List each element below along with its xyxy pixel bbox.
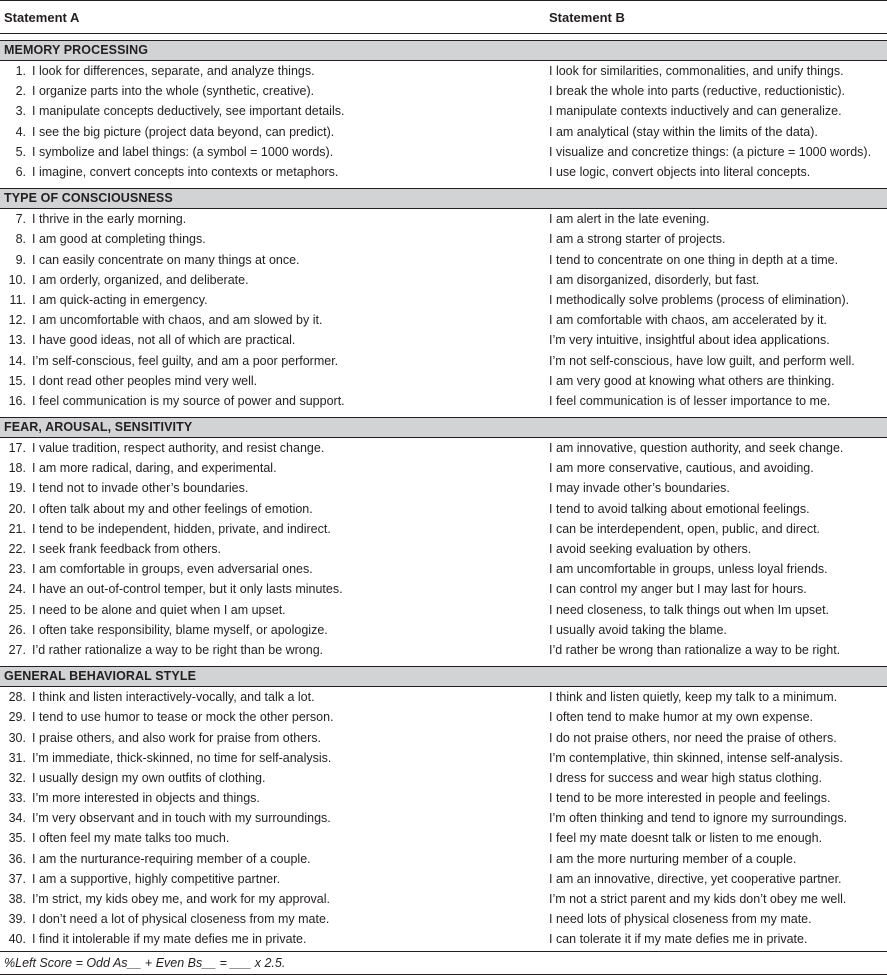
item-number: 33. bbox=[8, 791, 26, 806]
item-number: 17. bbox=[8, 441, 26, 456]
statement-a-text: I tend to be independent, hidden, private, and indirect. bbox=[32, 521, 331, 536]
statement-a-text: I dont read other peoples mind very well. bbox=[32, 373, 258, 388]
table-row bbox=[0, 162, 887, 182]
statement-a-text: I look for differences, separate, and analyze things. bbox=[32, 64, 315, 79]
table-row bbox=[0, 371, 887, 391]
statement-b-text: I often tend to make humor at my own expense. bbox=[549, 710, 814, 725]
item-number: 24. bbox=[8, 582, 26, 597]
item-number: 18. bbox=[8, 461, 26, 476]
statement-b-text: I feel communication is of lesser importance to me. bbox=[549, 393, 831, 408]
statement-b-text: I dress for success and wear high status clothing. bbox=[549, 770, 823, 785]
table-row bbox=[0, 929, 887, 949]
statement-a-text: I tend to use humor to tease or mock the other person. bbox=[32, 710, 334, 725]
item-number: 35. bbox=[8, 831, 26, 846]
statement-a-text: I have an out-of-control temper, but it only lasts minutes. bbox=[32, 582, 343, 597]
table-row bbox=[0, 229, 887, 249]
statement-a-text: I thrive in the early morning. bbox=[32, 212, 187, 227]
item-number: 39. bbox=[8, 912, 26, 927]
statement-a-text: I am more radical, daring, and experimental. bbox=[32, 461, 277, 476]
statement-b-text: I am a strong starter of projects. bbox=[549, 232, 726, 247]
statement-b-text: I break the whole into parts (reductive, reductionistic). bbox=[549, 84, 845, 99]
table-row bbox=[0, 640, 887, 660]
table-row bbox=[0, 61, 887, 81]
statement-b-text: I’m not self-conscious, have low guilt, and perform well. bbox=[549, 353, 855, 368]
statement-a-text: I imagine, convert concepts into contexts or metaphors. bbox=[32, 165, 339, 180]
item-number: 22. bbox=[8, 542, 26, 557]
statement-b-text: I am more conservative, cautious, and avoiding. bbox=[549, 461, 814, 476]
statement-b-text: I need lots of physical closeness from my mate. bbox=[549, 912, 812, 927]
item-number: 11. bbox=[9, 292, 26, 307]
statement-b-text: I manipulate contexts inductively and can generalize. bbox=[549, 104, 842, 119]
statement-a-text: I find it intolerable if my mate defies me in private. bbox=[32, 932, 307, 947]
item-number: 8. bbox=[15, 232, 26, 247]
statement-b-text: I tend to avoid talking about emotional feelings. bbox=[549, 501, 810, 516]
statement-b-text: I am analytical (stay within the limits of the data). bbox=[549, 124, 818, 139]
statement-b-text: I’m very intuitive, insightful about idea applications. bbox=[549, 333, 830, 348]
table-row bbox=[0, 499, 887, 519]
statement-a-text: I organize parts into the whole (synthetic, creative). bbox=[32, 84, 315, 99]
item-number: 6. bbox=[15, 165, 26, 180]
statement-a-text: I am quick-acting in emergency. bbox=[32, 292, 208, 307]
item-number: 31. bbox=[8, 750, 26, 765]
table-row bbox=[0, 209, 887, 229]
item-number: 4. bbox=[15, 124, 26, 139]
statement-b-text: I look for similarities, commonalities, and unify things. bbox=[549, 64, 844, 79]
statement-b-text: I can tolerate it if my mate defies me in private. bbox=[549, 932, 808, 947]
table-row bbox=[0, 707, 887, 727]
table-row bbox=[0, 849, 887, 869]
item-number: 13. bbox=[8, 333, 26, 348]
table-row bbox=[0, 687, 887, 707]
item-number: 36. bbox=[8, 851, 26, 866]
statement-a-text: I usually design my own outfits of clothing. bbox=[32, 770, 266, 785]
item-number: 9. bbox=[15, 252, 26, 267]
table-body bbox=[0, 40, 887, 950]
item-number: 15. bbox=[8, 373, 26, 388]
table-row bbox=[0, 330, 887, 350]
statement-a-text: I’d rather rationalize a way to be right than be wrong. bbox=[32, 642, 324, 657]
item-number: 38. bbox=[8, 892, 26, 907]
statement-a-text: I need to be alone and quiet when I am upset. bbox=[32, 602, 286, 617]
item-number: 40. bbox=[8, 932, 26, 947]
table-row bbox=[0, 122, 887, 142]
table-row bbox=[0, 270, 887, 290]
item-number: 34. bbox=[8, 811, 26, 826]
statement-a-text: I manipulate concepts deductively, see important details. bbox=[32, 104, 345, 119]
statement-a-text: I’m self-conscious, feel guilty, and am a poor performer. bbox=[32, 353, 339, 368]
table-row bbox=[0, 600, 887, 620]
statement-a-text: I praise others, and also work for praise from others. bbox=[32, 730, 322, 745]
table-row bbox=[0, 869, 887, 889]
bottom-rule bbox=[0, 974, 887, 975]
table-row bbox=[0, 909, 887, 929]
header-statement-b: Statement B bbox=[549, 9, 625, 25]
table-header bbox=[0, 1, 887, 34]
footer-rule bbox=[0, 951, 887, 952]
table-row bbox=[0, 458, 887, 478]
statement-a-text: I symbolize and label things: (a symbol = 1000 words). bbox=[32, 144, 334, 159]
statement-a-text: I often talk about my and other feelings of emotion. bbox=[32, 501, 313, 516]
item-number: 12. bbox=[8, 313, 26, 328]
statement-b-text: I need closeness, to talk things out when Im upset. bbox=[549, 602, 830, 617]
table-row bbox=[0, 478, 887, 498]
table-row bbox=[0, 391, 887, 411]
statement-b-text: I methodically solve problems (process of elimination). bbox=[549, 292, 850, 307]
statement-a-text: I think and listen interactively-vocally, and talk a lot. bbox=[32, 690, 315, 705]
statement-a-text: I am a supportive, highly competitive partner. bbox=[32, 871, 281, 886]
statement-b-text: I am the more nurturing member of a couple. bbox=[549, 851, 797, 866]
table-row bbox=[0, 290, 887, 310]
statement-a-text: I’m very observant and in touch with my surroundings. bbox=[32, 811, 331, 826]
statement-a-text: I often feel my mate talks too much. bbox=[32, 831, 230, 846]
table-row bbox=[0, 828, 887, 848]
table-row bbox=[0, 310, 887, 330]
item-number: 21. bbox=[8, 521, 26, 536]
score-formula: %Left Score = Odd As__ + Even Bs__ = ___ x 2.5. bbox=[4, 955, 286, 970]
statement-b-text: I avoid seeking evaluation by others. bbox=[549, 542, 752, 557]
table-row bbox=[0, 727, 887, 747]
statement-b-text: I tend to be more interested in people and feelings. bbox=[549, 791, 831, 806]
item-number: 26. bbox=[8, 622, 26, 637]
item-number: 10. bbox=[8, 272, 26, 287]
statement-b-text: I am very good at knowing what others are thinking. bbox=[549, 373, 835, 388]
statement-a-text: I am good at completing things. bbox=[32, 232, 206, 247]
section-header: MEMORY PROCESSING bbox=[0, 40, 887, 61]
table-row bbox=[0, 539, 887, 559]
statement-a-text: I don’t need a lot of physical closeness from my mate. bbox=[32, 912, 330, 927]
statement-b-text: I visualize and concretize things: (a picture = 1000 words). bbox=[549, 144, 872, 159]
item-number: 14. bbox=[8, 353, 26, 368]
section-header: GENERAL BEHAVIORAL STYLE bbox=[0, 666, 887, 687]
statement-a-text: I have good ideas, not all of which are practical. bbox=[32, 333, 296, 348]
table-row bbox=[0, 579, 887, 599]
table-row bbox=[0, 788, 887, 808]
statement-b-text: I can control my anger but I may last for hours. bbox=[549, 582, 807, 597]
statement-b-text: I feel my mate doesnt talk or listen to me enough. bbox=[549, 831, 823, 846]
table-row bbox=[0, 350, 887, 370]
statement-a-text: I am uncomfortable with chaos, and am slowed by it. bbox=[32, 313, 323, 328]
table-row bbox=[0, 250, 887, 270]
statement-a-text: I’m strict, my kids obey me, and work for my approval. bbox=[32, 892, 331, 907]
statement-a-text: I tend not to invade other’s boundaries. bbox=[32, 481, 249, 496]
table-row bbox=[0, 519, 887, 539]
statement-a-text: I see the big picture (project data beyond, can predict). bbox=[32, 124, 335, 139]
table-row bbox=[0, 559, 887, 579]
table-row bbox=[0, 101, 887, 121]
statement-a-text: I often take responsibility, blame myself, or apologize. bbox=[32, 622, 328, 637]
item-number: 5. bbox=[15, 144, 26, 159]
section-header: FEAR, AROUSAL, SENSITIVITY bbox=[0, 417, 887, 438]
item-number: 30. bbox=[8, 730, 26, 745]
statement-a-text: I can easily concentrate on many things at once. bbox=[32, 252, 300, 267]
statement-b-text: I think and listen quietly, keep my talk to a minimum. bbox=[549, 690, 838, 705]
item-number: 37. bbox=[8, 871, 26, 886]
statement-b-text: I am uncomfortable in groups, unless loyal friends. bbox=[549, 562, 828, 577]
section-header: TYPE OF CONSCIOUSNESS bbox=[0, 188, 887, 209]
statement-b-text: I tend to concentrate on one thing in depth at a time. bbox=[549, 252, 839, 267]
statement-b-text: I use logic, convert objects into literal concepts. bbox=[549, 165, 811, 180]
statement-a-text: I’m immediate, thick-skinned, no time for self-analysis. bbox=[32, 750, 332, 765]
item-number: 28. bbox=[8, 690, 26, 705]
statement-a-text: I seek frank feedback from others. bbox=[32, 542, 221, 557]
statement-b-text: I’m contemplative, thin skinned, intense self-analysis. bbox=[549, 750, 843, 765]
statement-a-text: I feel communication is my source of power and support. bbox=[32, 393, 345, 408]
table-row bbox=[0, 142, 887, 162]
item-number: 1. bbox=[15, 64, 26, 79]
statement-b-text: I do not praise others, nor need the praise of others. bbox=[549, 730, 837, 745]
statement-a-text: I am the nurturance-requiring member of a couple. bbox=[32, 851, 311, 866]
item-number: 23. bbox=[8, 562, 26, 577]
statement-b-text: I can be interdependent, open, public, and direct. bbox=[549, 521, 821, 536]
table-row bbox=[0, 768, 887, 788]
item-number: 32. bbox=[8, 770, 26, 785]
item-number: 7. bbox=[15, 212, 26, 227]
item-number: 19. bbox=[8, 481, 26, 496]
table-row bbox=[0, 808, 887, 828]
item-number: 3. bbox=[15, 104, 26, 119]
statement-b-text: I am comfortable with chaos, am accelerated by it. bbox=[549, 313, 827, 328]
header-statement-a: Statement A bbox=[4, 9, 80, 25]
table-row bbox=[0, 889, 887, 909]
item-number: 29. bbox=[8, 710, 26, 725]
statement-a-text: I value tradition, respect authority, and resist change. bbox=[32, 441, 325, 456]
statement-b-text: I may invade other’s boundaries. bbox=[549, 481, 730, 496]
table-row bbox=[0, 438, 887, 458]
statement-b-text: I am an innovative, directive, yet cooperative partner. bbox=[549, 871, 842, 886]
item-number: 27. bbox=[8, 642, 26, 657]
table-row bbox=[0, 81, 887, 101]
statement-b-text: I am alert in the late evening. bbox=[549, 212, 710, 227]
statement-a-text: I am comfortable in groups, even adversarial ones. bbox=[32, 562, 313, 577]
item-number: 20. bbox=[8, 501, 26, 516]
statement-b-text: I’m not a strict parent and my kids don’t obey me well. bbox=[549, 892, 847, 907]
statement-b-text: I’m often thinking and tend to ignore my surroundings. bbox=[549, 811, 848, 826]
item-number: 25. bbox=[8, 602, 26, 617]
table-row bbox=[0, 620, 887, 640]
table-row bbox=[0, 748, 887, 768]
item-number: 2. bbox=[15, 84, 26, 99]
statement-b-text: I am disorganized, disorderly, but fast. bbox=[549, 272, 760, 287]
statement-a-text: I am orderly, organized, and deliberate. bbox=[32, 272, 249, 287]
statement-b-text: I’d rather be wrong than rationalize a way to be right. bbox=[549, 642, 841, 657]
statement-b-text: I usually avoid taking the blame. bbox=[549, 622, 727, 637]
statement-a-text: I’m more interested in objects and things. bbox=[32, 791, 260, 806]
item-number: 16. bbox=[8, 393, 26, 408]
statement-b-text: I am innovative, question authority, and seek change. bbox=[549, 441, 844, 456]
